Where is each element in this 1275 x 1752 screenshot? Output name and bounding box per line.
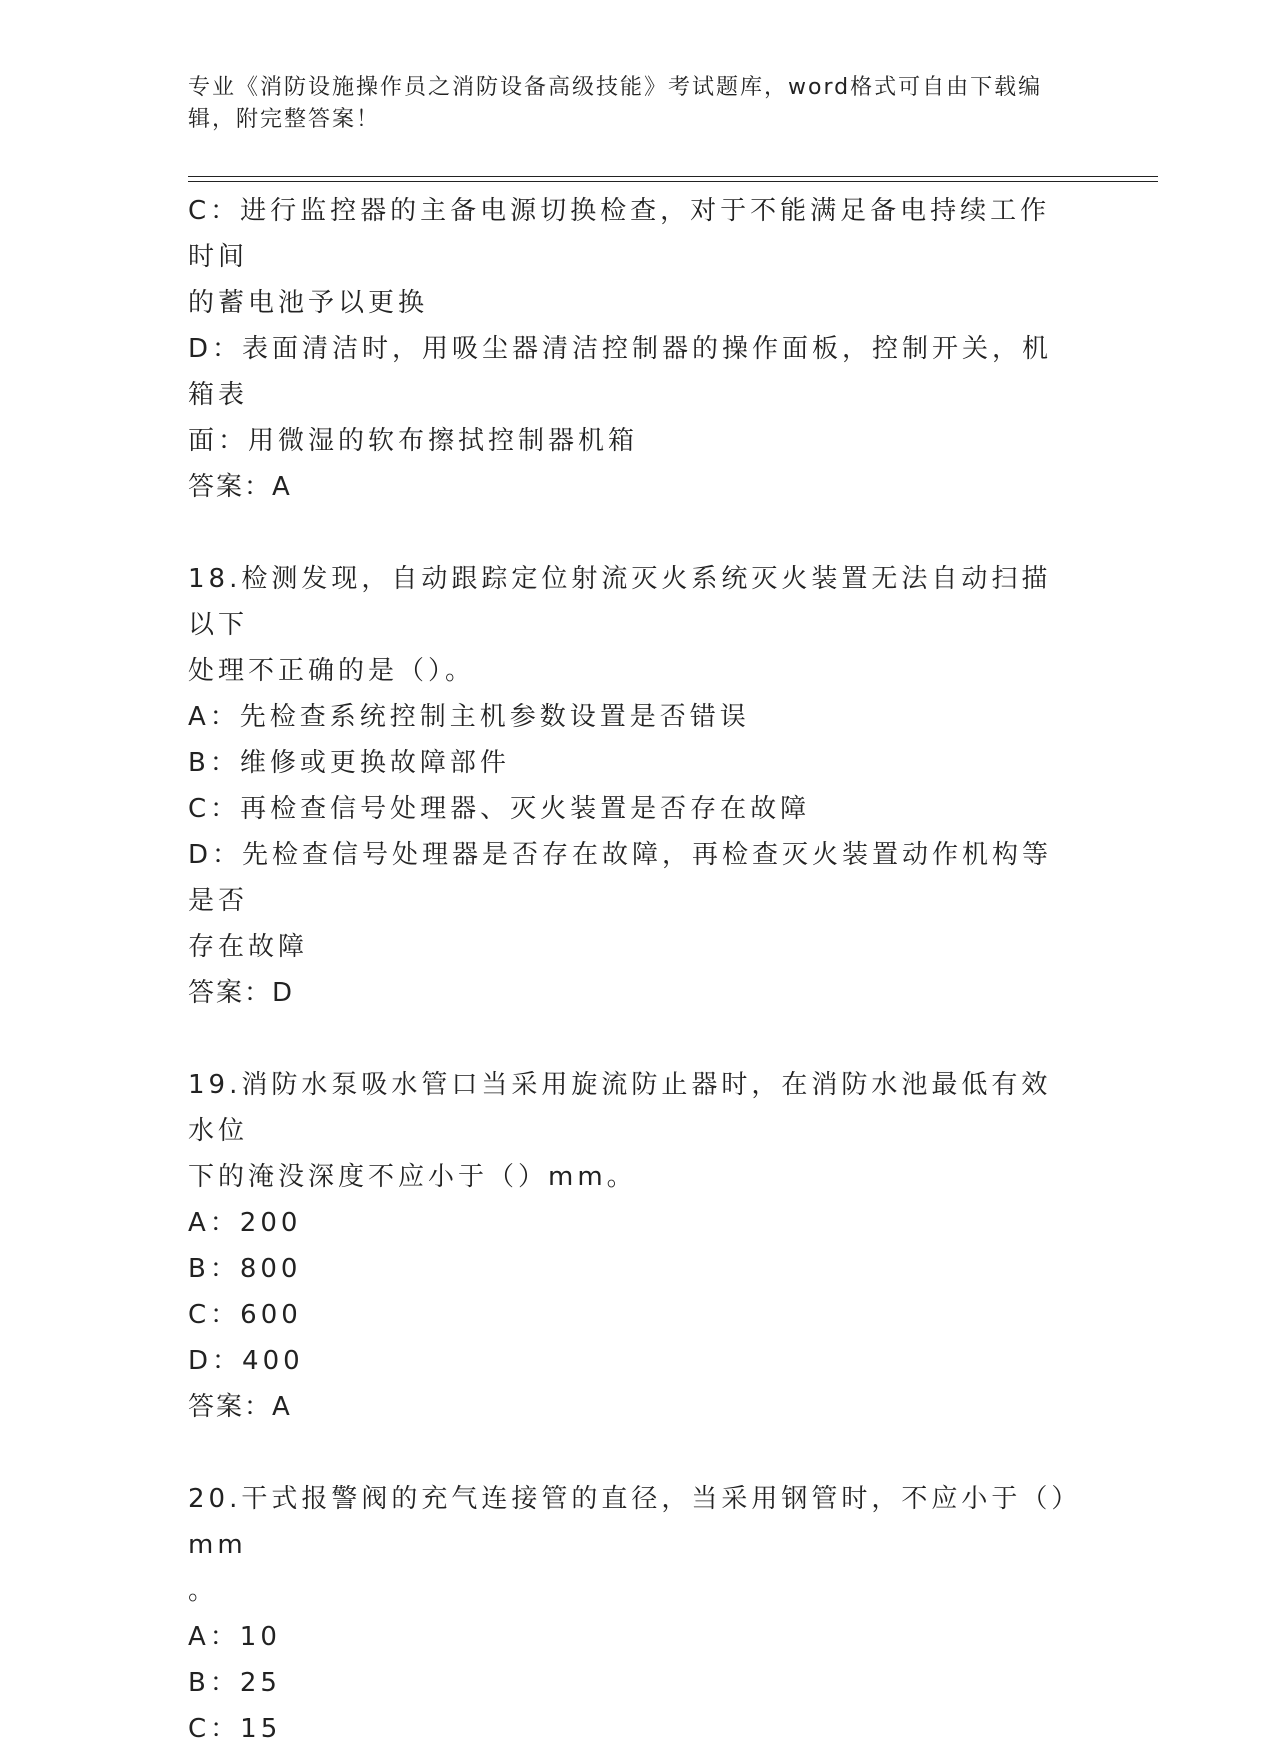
q19-option-b: B：800 xyxy=(188,1254,302,1284)
q18-answer: 答案：D xyxy=(188,978,295,1008)
q17-option-d-line-1: D：表面清洁时，用吸尘器清洁控制器的操作面板，控制开关，机箱表 xyxy=(188,334,1053,410)
q18-option-b: B：维修或更换故障部件 xyxy=(188,748,510,778)
q20-option-c: C：15 xyxy=(188,1714,282,1744)
question-20 xyxy=(188,1476,1078,1752)
question-19 xyxy=(188,1062,1078,1430)
q17-option-c-line-2: 的蓄电池予以更换 xyxy=(188,288,429,318)
q18-option-c: C：再检查信号处理器、灭火装置是否存在故障 xyxy=(188,794,811,824)
header-divider-top xyxy=(188,176,1158,177)
q18-option-d-line-2: 存在故障 xyxy=(188,932,309,962)
spacer xyxy=(188,1016,1078,1062)
spacer xyxy=(188,510,1078,556)
q19-option-d: D：400 xyxy=(188,1346,304,1376)
q17-option-d-line-2: 面：用微湿的软布擦拭控制器机箱 xyxy=(188,426,639,456)
q18-stem-line-1: 18.检测发现，自动跟踪定位射流灭火系统灭火装置无法自动扫描以下 xyxy=(188,564,1052,640)
q20-option-b: B：25 xyxy=(188,1668,281,1698)
q18-option-a: A：先检查系统控制主机参数设置是否错误 xyxy=(188,702,750,732)
q18-stem-line-2: 处理不正确的是（）。 xyxy=(188,656,476,686)
header-line-1: 专业《消防设施操作员之消防设备高级技能》考试题库，word格式可自由下载编 xyxy=(188,75,1043,100)
q19-stem-line-2: 下的淹没深度不应小于（）mm。 xyxy=(188,1162,637,1192)
header-divider-bottom xyxy=(188,181,1158,182)
q19-stem-line-1: 19.消防水泵吸水管口当采用旋流防止器时，在消防水池最低有效水位 xyxy=(188,1070,1052,1146)
q19-option-a: A：200 xyxy=(188,1208,302,1238)
q20-option-a: A：10 xyxy=(188,1622,281,1652)
q19-answer: 答案：A xyxy=(188,1392,292,1422)
q20-stem-line-2: 。 xyxy=(188,1576,219,1606)
q19-option-c: C：600 xyxy=(188,1300,302,1330)
question-18 xyxy=(188,556,1078,1016)
q17-answer: 答案：A xyxy=(188,472,292,502)
spacer xyxy=(188,1430,1078,1476)
question-17 xyxy=(188,188,1078,510)
q17-option-c-line-1: C：进行监控器的主备电源切换检查，对于不能满足备电持续工作时间 xyxy=(188,196,1051,272)
document-header xyxy=(188,72,1068,136)
question-content xyxy=(188,188,1078,1752)
header-line-2: 辑，附完整答案！ xyxy=(188,107,381,132)
q20-stem-line-1: 20.干式报警阀的充气连接管的直径，当采用钢管时，不应小于（）mm xyxy=(188,1484,1069,1560)
q18-option-d-line-1: D：先检查信号处理器是否存在故障，再检查灭火装置动作机构等是否 xyxy=(188,840,1053,916)
